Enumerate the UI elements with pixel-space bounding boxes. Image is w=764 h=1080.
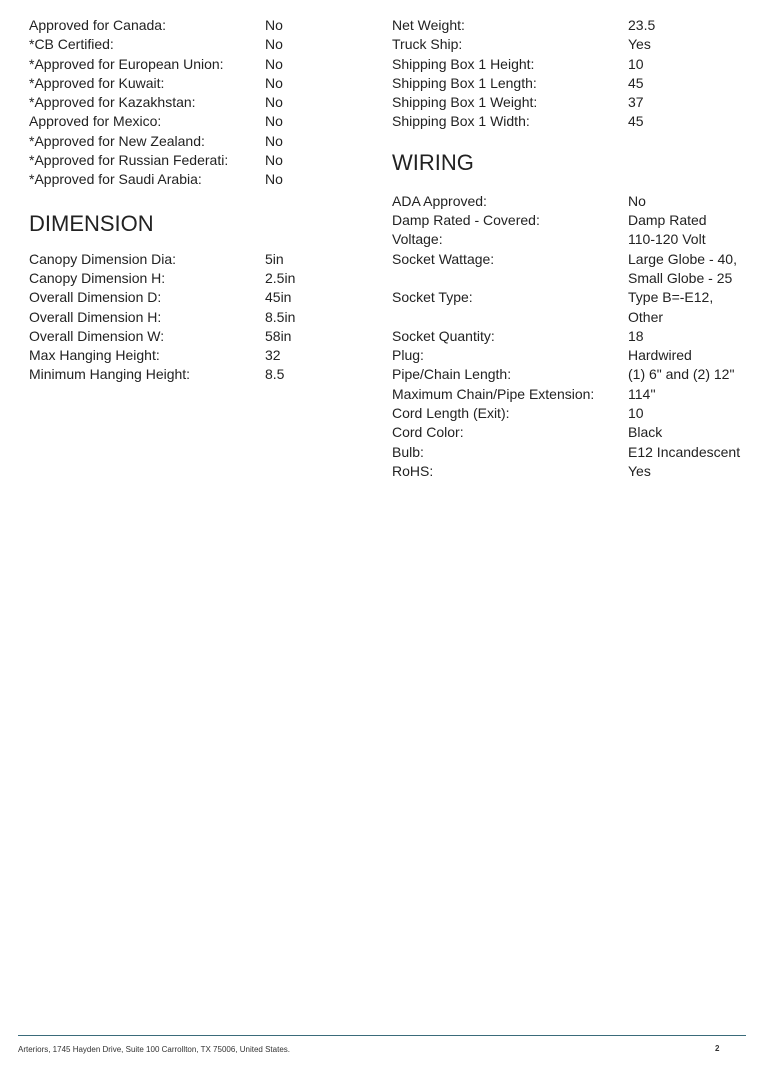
- wiring-heading: WIRING: [392, 149, 474, 175]
- spec-value: 8.5in: [265, 308, 296, 325]
- spec-value: 5in: [265, 250, 284, 267]
- wiring-list: [392, 192, 754, 481]
- spec-value: No: [265, 94, 283, 111]
- spec-value: No: [265, 74, 283, 91]
- spec-row: [29, 151, 359, 170]
- spec-value: Type B=-E12, Other: [628, 289, 714, 325]
- page-number: 2: [715, 1044, 720, 1053]
- spec-label: *Approved for Kazakhstan:: [29, 94, 196, 111]
- spec-row: [392, 211, 754, 230]
- spec-row: [29, 288, 359, 307]
- spec-label: *Approved for Saudi Arabia:: [29, 171, 202, 188]
- spec-row: [392, 93, 754, 112]
- spec-row: [392, 462, 754, 481]
- spec-value: Damp Rated: [628, 212, 707, 229]
- spec-row: [29, 269, 359, 288]
- spec-value: 45: [628, 74, 644, 91]
- spec-label: *Approved for European Union:: [29, 55, 224, 72]
- spec-label: Bulb:: [392, 443, 424, 460]
- spec-value: 32: [265, 347, 281, 364]
- spec-row: [392, 250, 754, 289]
- spec-row: [392, 346, 754, 365]
- right-column: [392, 16, 754, 481]
- spec-row: [392, 288, 754, 327]
- spec-row: [392, 327, 754, 346]
- spec-value: 2.5in: [265, 269, 296, 286]
- spec-row: [392, 443, 754, 462]
- spec-row: [29, 93, 359, 112]
- spec-value: Yes: [628, 36, 651, 53]
- spec-value: No: [265, 55, 283, 72]
- spec-label: Overall Dimension W:: [29, 327, 165, 344]
- spec-row: [29, 132, 359, 151]
- spec-value: No: [628, 192, 646, 209]
- spec-label: Shipping Box 1 Width:: [392, 113, 530, 130]
- spec-row: [392, 230, 754, 249]
- spec-label: Socket Quantity:: [392, 327, 495, 344]
- left-column: [29, 16, 359, 385]
- spec-value: 10: [628, 405, 644, 422]
- spec-label: Canopy Dimension H:: [29, 269, 166, 286]
- spec-value: Large Globe - 40, Small Globe - 25: [628, 250, 737, 286]
- spec-row: [29, 308, 359, 327]
- spec-value: Yes: [628, 462, 651, 479]
- spec-label: *Approved for Kuwait:: [29, 74, 165, 91]
- dimension-list: [29, 250, 359, 385]
- shipping-list: [392, 16, 754, 132]
- spec-label: ADA Approved:: [392, 192, 487, 209]
- spec-row: [392, 55, 754, 74]
- spec-value: 8.5: [265, 366, 285, 383]
- spec-value: E12 Incandescent: [628, 443, 741, 460]
- spec-row: [392, 74, 754, 93]
- spec-label: Overall Dimension D:: [29, 289, 162, 306]
- spec-label: Canopy Dimension Dia:: [29, 250, 177, 267]
- spec-label: Overall Dimension H:: [29, 308, 162, 325]
- spec-label: *Approved for New Zealand:: [29, 132, 205, 149]
- spec-label: Voltage:: [392, 231, 443, 248]
- spec-row: [29, 16, 359, 35]
- spec-label: Approved for Mexico:: [29, 113, 162, 130]
- spec-value: (1) 6" and (2) 12": [628, 366, 735, 383]
- spec-row: [392, 35, 754, 54]
- spec-label: Net Weight:: [392, 17, 465, 33]
- spec-row: [29, 250, 359, 269]
- spec-label: Cord Length (Exit):: [392, 405, 510, 422]
- spec-value: 114'': [628, 385, 656, 402]
- spec-row: [392, 423, 754, 442]
- spec-row: [392, 365, 754, 384]
- spec-value: 110-120 Volt: [628, 231, 706, 248]
- spec-label: *CB Certified:: [29, 36, 114, 53]
- spec-row: [392, 16, 754, 35]
- spec-value: No: [265, 152, 283, 169]
- spec-value: No: [265, 17, 283, 33]
- spec-row: [392, 404, 754, 423]
- spec-label: Plug:: [392, 347, 424, 364]
- spec-row: [29, 327, 359, 346]
- spec-value: 45: [628, 113, 644, 130]
- footer-divider: [18, 1035, 746, 1036]
- spec-label: Socket Wattage:: [392, 250, 495, 267]
- spec-label: Approved for Canada:: [29, 17, 166, 33]
- spec-value: No: [265, 132, 283, 149]
- spec-value: 23.5: [628, 17, 656, 33]
- spec-value: No: [265, 36, 283, 53]
- spec-row: [392, 385, 754, 404]
- spec-value: 18: [628, 327, 644, 344]
- spec-label: Max Hanging Height:: [29, 347, 160, 364]
- spec-label: Truck Ship:: [392, 36, 463, 53]
- spec-value: 58in: [265, 327, 292, 344]
- spec-label: Socket Type:: [392, 289, 473, 306]
- spec-row: [29, 74, 359, 93]
- spec-row: [29, 346, 359, 365]
- spec-row: [392, 112, 754, 131]
- spec-value: 10: [628, 55, 644, 72]
- spec-value: Hardwired: [628, 347, 692, 364]
- approvals-list: [29, 16, 359, 190]
- spec-row: [29, 170, 359, 189]
- spec-label: Damp Rated - Covered:: [392, 212, 540, 229]
- spec-row: [29, 35, 359, 54]
- spec-row: [29, 55, 359, 74]
- spec-value: Black: [628, 424, 663, 441]
- spec-label: Shipping Box 1 Weight:: [392, 94, 538, 111]
- spec-label: Shipping Box 1 Height:: [392, 55, 535, 72]
- spec-label: RoHS:: [392, 462, 434, 479]
- spec-label: *Approved for Russian Federati:: [29, 152, 229, 169]
- spec-label: Shipping Box 1 Length:: [392, 74, 537, 91]
- spec-label: Minimum Hanging Height:: [29, 366, 191, 383]
- spec-label: Cord Color:: [392, 424, 464, 441]
- footer-address: Arteriors, 1745 Hayden Drive, Suite 100 Carrollton, TX 75006, United States.: [18, 1045, 290, 1054]
- spec-value: 45in: [265, 289, 292, 306]
- spec-label: Maximum Chain/Pipe Extension:: [392, 385, 595, 402]
- spec-value: No: [265, 113, 283, 130]
- spec-row: [29, 112, 359, 131]
- spec-value: No: [265, 171, 283, 188]
- spec-row: [29, 365, 359, 384]
- spec-value: 37: [628, 94, 644, 111]
- spec-row: [392, 192, 754, 211]
- spec-label: Pipe/Chain Length:: [392, 366, 512, 383]
- dimension-heading: DIMENSION: [29, 210, 154, 236]
